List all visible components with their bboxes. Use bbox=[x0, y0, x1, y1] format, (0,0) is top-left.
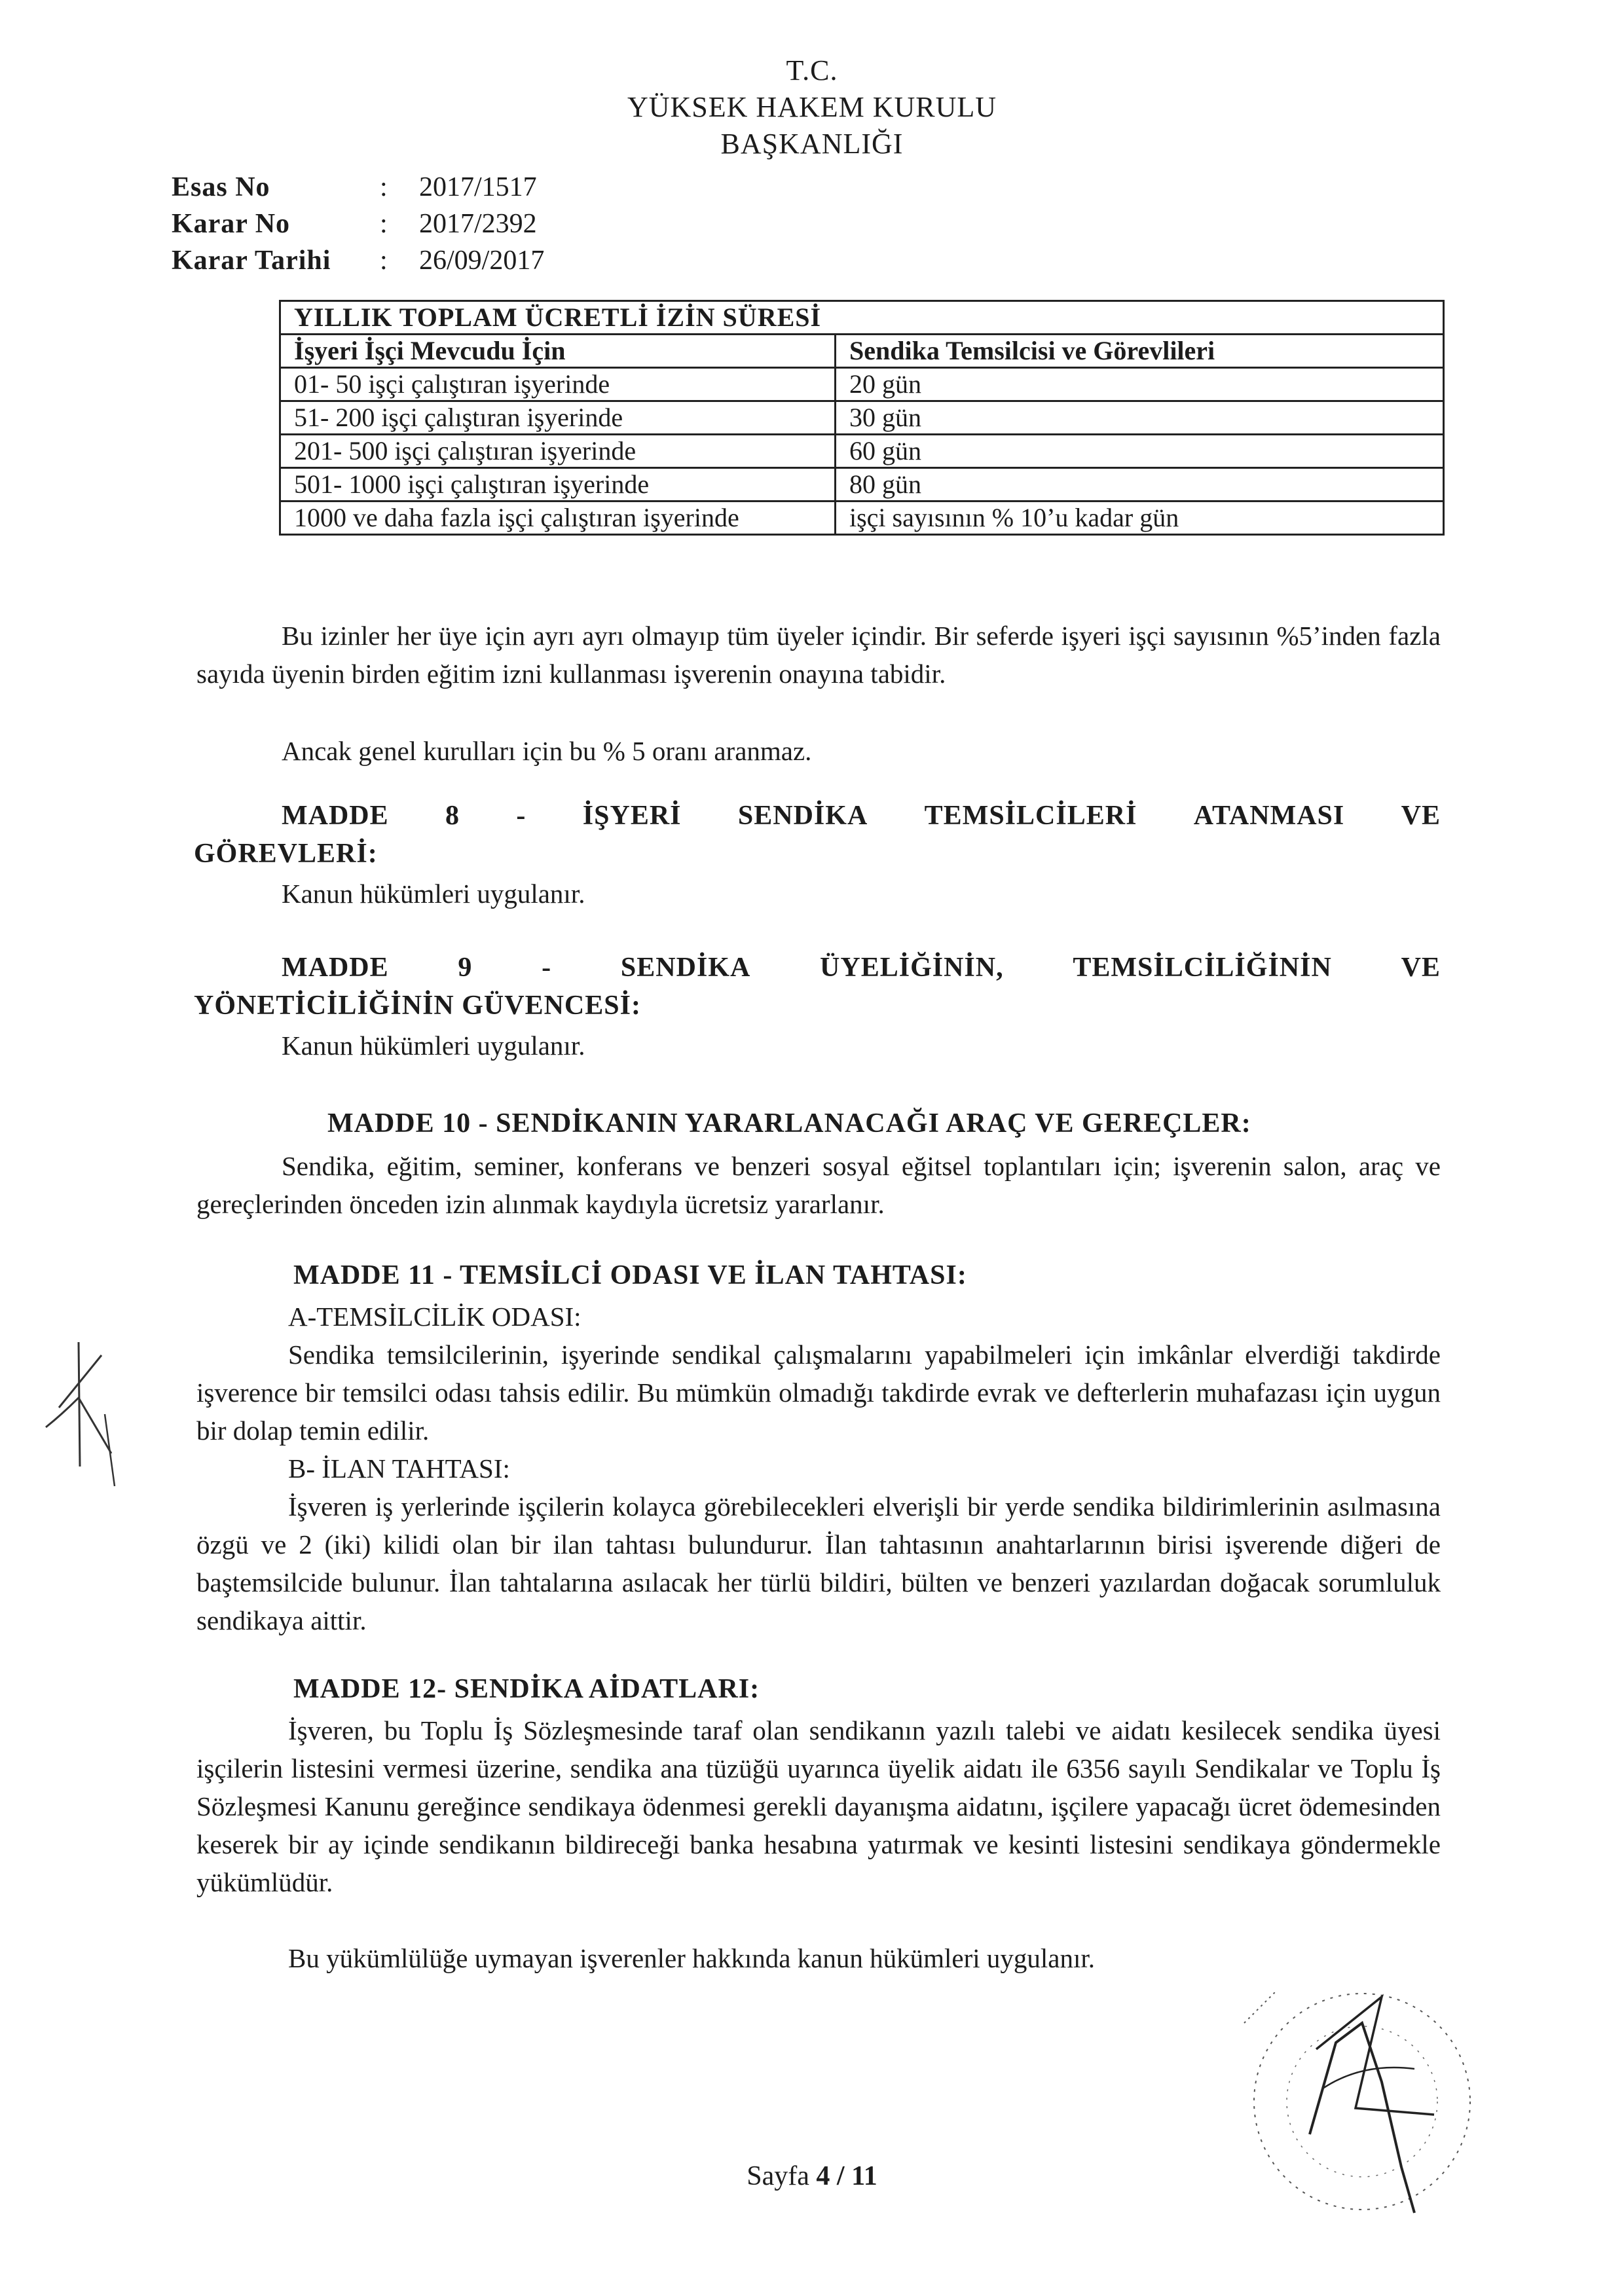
header-presidency: BAŞKANLIĞI bbox=[720, 128, 904, 160]
madde11-sub-a: A-TEMSİLCİLİK ODASI: bbox=[288, 1302, 581, 1332]
madde11-heading: MADDE 11 - TEMSİLCİ ODASI VE İLAN TAHTASI: bbox=[293, 1260, 967, 1290]
madde8-heading bbox=[282, 800, 1441, 831]
madde9-word: SENDİKA bbox=[620, 953, 751, 983]
madde9-word: - bbox=[542, 953, 552, 983]
meta-karar-value: 2017/2392 bbox=[419, 209, 537, 239]
page-number-sep: / bbox=[836, 2161, 845, 2191]
table-row bbox=[280, 501, 1444, 535]
header-tc: T.C. bbox=[786, 54, 838, 86]
table-cell: işçi sayısının % 10’u kadar gün bbox=[836, 501, 1444, 535]
madde8-word: İŞYERİ bbox=[582, 801, 682, 831]
page-number-prefix: Sayfa bbox=[747, 2161, 809, 2191]
table-cell: 80 gün bbox=[836, 468, 1444, 501]
madde9-word: 9 bbox=[458, 953, 473, 983]
madde8-heading-cont: GÖREVLERİ: bbox=[194, 839, 378, 869]
madde12-body: İşveren, bu Toplu İş Sözleşmesinde taraf olan sendikanın yazılı talebi ve aidatı kesilecek sendika üyesi işçilerin listesini vermesi üzerine, sendika ana tüzüğü uyarınca üyelik aidatı ile 6356 sayılı Sendikalar ve Toplu İş Sözleşmesi Kanunu gereğince sendikaya ödenmesi gerekli dayanışma aidatını, işçilere yapacağı ücret ödemesinden keserek bir ay içinde sendikanın bildireceği banka hesabına yatırmak ve kesinti listesini sendikaya göndermekle yükümlüdür. bbox=[196, 1715, 1441, 1897]
madde9-word: TEMSİLCİLİĞİNİN bbox=[1073, 953, 1332, 983]
madde8-word: VE bbox=[1401, 801, 1441, 831]
madde9-body: Kanun hükümleri uygulanır. bbox=[282, 1030, 585, 1061]
madde8-word: 8 bbox=[445, 801, 460, 831]
madde9-word: VE bbox=[1401, 953, 1441, 983]
meta-karar-colon: : bbox=[380, 209, 388, 239]
meta-esas-label: Esas No bbox=[172, 172, 270, 202]
table-cell: 20 gün bbox=[836, 368, 1444, 401]
table-row bbox=[280, 435, 1444, 468]
madde10-body: Sendika, eğitim, seminer, konferans ve benzeri sosyal eğitsel toplantıları için; işverenin salon, araç ve gereçlerinden önceden izin alınmak kaydıyla ücretsiz yararlanır. bbox=[196, 1151, 1441, 1219]
leave-table-col-header: İşyeri İşçi Mevcudu İçin bbox=[280, 335, 836, 368]
madde12-heading: MADDE 12- SENDİKA AİDATLARI: bbox=[293, 1674, 760, 1704]
table-cell: 201- 500 işçi çalıştıran işyerinde bbox=[280, 435, 836, 468]
madde11-body-a: Sendika temsilcilerinin, işyerinde sendikal çalışmalarını yapabilmeleri için imkânlar elverdiği takdirde işverence bir temsilci odası tahsis edilir. Bu mümkün olmadığı takdirde evrak ve defterlerin muhafazası için uygun bir dolap temin edilir. bbox=[196, 1339, 1441, 1446]
leave-note-paragraph: Bu izinler her üye için ayrı ayrı olmayıp tüm üyeler içindir. Bir seferde işyeri işçi sayısının %5’inden fazla sayıda üyenin birden eğitim izni kullanması işverenin onayına tabidir. bbox=[196, 621, 1441, 689]
meta-tarih-colon: : bbox=[380, 246, 388, 276]
madde11-sub-b: B- İLAN TAHTASI: bbox=[288, 1453, 510, 1484]
handwritten-initials bbox=[33, 1336, 124, 1493]
madde12-body2: Bu yükümlülüğe uymayan işverenler hakkında kanun hükümleri uygulanır. bbox=[288, 1943, 1096, 1973]
leave-table-title-row bbox=[280, 301, 1444, 335]
madde9-heading-cont: YÖNETİCİLİĞİNİN GÜVENCESİ: bbox=[194, 991, 641, 1021]
page-number-total: 11 bbox=[851, 2161, 877, 2191]
table-cell: 01- 50 işçi çalıştıran işyerinde bbox=[280, 368, 836, 401]
leave-note-exception: Ancak genel kurulları için bu % 5 oranı aranmaz. bbox=[282, 736, 812, 766]
table-row bbox=[280, 468, 1444, 501]
meta-karar-label: Karar No bbox=[172, 209, 291, 239]
table-row bbox=[280, 368, 1444, 401]
table-cell: 60 gün bbox=[836, 435, 1444, 468]
table-cell: 1000 ve daha fazla işçi çalıştıran işyerinde bbox=[280, 501, 836, 535]
meta-tarih-label: Karar Tarihi bbox=[172, 246, 331, 276]
madde9-word: MADDE bbox=[282, 953, 389, 983]
stamp-signature bbox=[1166, 1971, 1506, 2219]
madde8-word: ATANMASI bbox=[1193, 801, 1345, 831]
meta-esas-value: 2017/1517 bbox=[419, 172, 537, 202]
meta-esas-colon: : bbox=[380, 172, 388, 202]
madde8-word: - bbox=[516, 801, 526, 831]
header-institution: YÜKSEK HAKEM KURULU bbox=[627, 91, 997, 123]
madde10-heading: MADDE 10 - SENDİKANIN YARARLANACAĞI ARAÇ VE GEREÇLER: bbox=[327, 1108, 1251, 1139]
madde8-word: MADDE bbox=[282, 801, 389, 831]
page-number-current: 4 bbox=[816, 2161, 830, 2191]
leave-table bbox=[279, 300, 1445, 536]
madde11-body-b: İşveren iş yerlerinde işçilerin kolayca görebilecekleri elverişli bir yerde sendika bildirimlerinin asılmasına özgü ve 2 (iki) kilidi olan bir ilan tahtası bulundurur. İlan tahtasının anahtarlarının birisi işverende diğeri de baştemsilcide bulunur. İlan tahtalarına asılacak her türlü bildiri, bülten ve benzeri yazılardan doğacak sorumluluk sendikaya aittir. bbox=[196, 1491, 1441, 1635]
table-cell: 501- 1000 işçi çalıştıran işyerinde bbox=[280, 468, 836, 501]
table-cell: 30 gün bbox=[836, 401, 1444, 435]
table-row bbox=[280, 401, 1444, 435]
table-cell: 51- 200 işçi çalıştıran işyerinde bbox=[280, 401, 836, 435]
leave-table-header-row bbox=[280, 335, 1444, 368]
madde9-word: ÜYELİĞİNİN, bbox=[820, 953, 1004, 983]
leave-table-title: YILLIK TOPLAM ÜCRETLİ İZİN SÜRESİ bbox=[280, 301, 1444, 335]
leave-table-col-header: Sendika Temsilcisi ve Görevlileri bbox=[836, 335, 1444, 368]
madde8-word: SENDİKA bbox=[737, 801, 868, 831]
madde8-word: TEMSİLCİLERİ bbox=[924, 801, 1137, 831]
madde9-heading bbox=[282, 952, 1441, 983]
madde8-body: Kanun hükümleri uygulanır. bbox=[282, 879, 585, 909]
meta-tarih-value: 26/09/2017 bbox=[419, 246, 545, 276]
